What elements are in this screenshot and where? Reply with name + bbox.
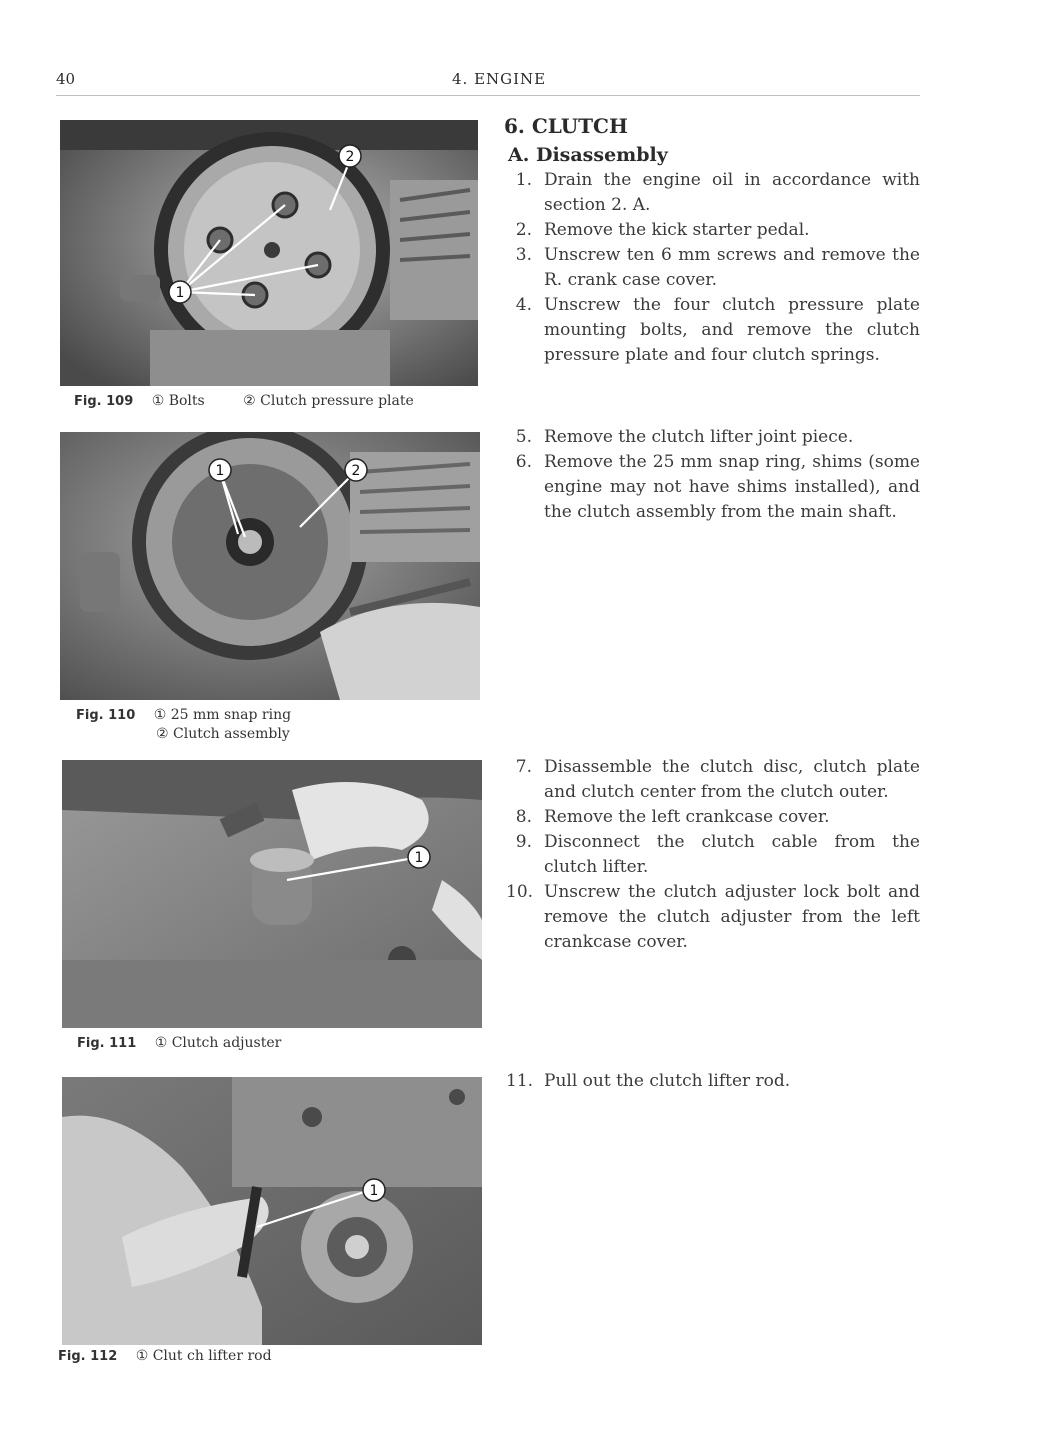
photo-clutch-assembly: [60, 432, 480, 700]
caption-item: ② Clutch assembly: [156, 726, 290, 742]
callout-one: 1: [369, 1183, 379, 1199]
fig-label: Fig. 112: [58, 1349, 118, 1364]
step-item: [500, 755, 920, 805]
fig-label: Fig. 111: [77, 1036, 137, 1051]
section-title: 6. CLUTCH: [504, 114, 628, 138]
subsection-title: A. Disassembly: [508, 144, 668, 166]
step-text: Remove the kick starter pedal.: [544, 220, 810, 240]
step-number: 3.: [515, 245, 532, 265]
caption-item: ① Clutch adjuster: [154, 1035, 282, 1051]
step-number: 2.: [515, 220, 532, 240]
steps-list-4: [500, 1069, 920, 1094]
callout-two: 2: [345, 149, 355, 165]
caption-item: ② Clutch pressure plate: [243, 393, 414, 409]
step-number: 9.: [515, 832, 532, 852]
step-item: [500, 293, 920, 368]
fig-label: Fig. 110: [76, 708, 136, 723]
step-text: Disconnect the clutch cable from the clutch lifter.: [544, 832, 920, 877]
step-number: 1.: [515, 170, 532, 190]
header-rule: [56, 95, 920, 96]
caption-fig112: [58, 1348, 272, 1364]
photo-clutch-adjuster: [62, 760, 482, 1028]
caption-item: ① Clut ch lifter rod: [135, 1348, 272, 1364]
step-number: 7.: [515, 757, 532, 777]
step-item: [500, 1069, 920, 1094]
step-item: [500, 805, 920, 830]
steps-list-3: [500, 755, 920, 955]
caption-item: ① 25 mm snap ring: [153, 707, 292, 723]
step-item: [500, 218, 920, 243]
step-item: [500, 168, 920, 218]
callout-one: 1: [175, 285, 185, 301]
steps-list-1: [500, 168, 920, 368]
callout-two: 2: [351, 463, 361, 479]
step-number: 5.: [515, 427, 532, 447]
photo-clutch-pressure-plate: [60, 120, 478, 386]
step-item: [500, 830, 920, 880]
running-head: 4. ENGINE: [452, 70, 547, 88]
step-text: Unscrew ten 6 mm screws and remove the R. crank case cover.: [544, 245, 920, 290]
fig-label: Fig. 109: [74, 394, 134, 409]
step-item: [500, 880, 920, 955]
caption-fig111: [77, 1035, 281, 1051]
step-text: Unscrew the four clutch pressure plate mounting bolts, and remove the clutch pressure plate and four clutch springs.: [544, 295, 920, 365]
caption-fig109: [74, 393, 448, 409]
callout-one: 1: [414, 850, 424, 866]
step-number: 8.: [515, 807, 532, 827]
photo-clutch-lifter-rod: [62, 1077, 482, 1345]
callout-one: 1: [215, 463, 225, 479]
step-number: 11.: [506, 1071, 534, 1091]
step-item: [500, 243, 920, 293]
page-number: 40: [56, 70, 76, 88]
step-text: Remove the 25 mm snap ring, shims (some engine may not have shims installed), and the clutch assembly from the main shaft.: [544, 452, 920, 522]
step-text: Remove the left crankcase cover.: [544, 807, 830, 827]
step-number: 6.: [515, 452, 532, 472]
step-text: Unscrew the clutch adjuster lock bolt and remove the clutch adjuster from the left crankcase cover.: [544, 882, 920, 952]
step-number: 10.: [506, 882, 534, 902]
caption-item: ① Bolts: [151, 393, 205, 409]
caption-fig110: [76, 706, 291, 743]
step-item: [500, 450, 920, 525]
step-text: Drain the engine oil in accordance with section 2. A.: [544, 170, 920, 215]
steps-list-2: [500, 425, 920, 525]
step-text: Disassemble the clutch disc, clutch plate and clutch center from the clutch outer.: [544, 757, 920, 802]
step-number: 4.: [515, 295, 532, 315]
step-text: Pull out the clutch lifter rod.: [544, 1071, 791, 1091]
step-item: [500, 425, 920, 450]
step-text: Remove the clutch lifter joint piece.: [544, 427, 854, 447]
